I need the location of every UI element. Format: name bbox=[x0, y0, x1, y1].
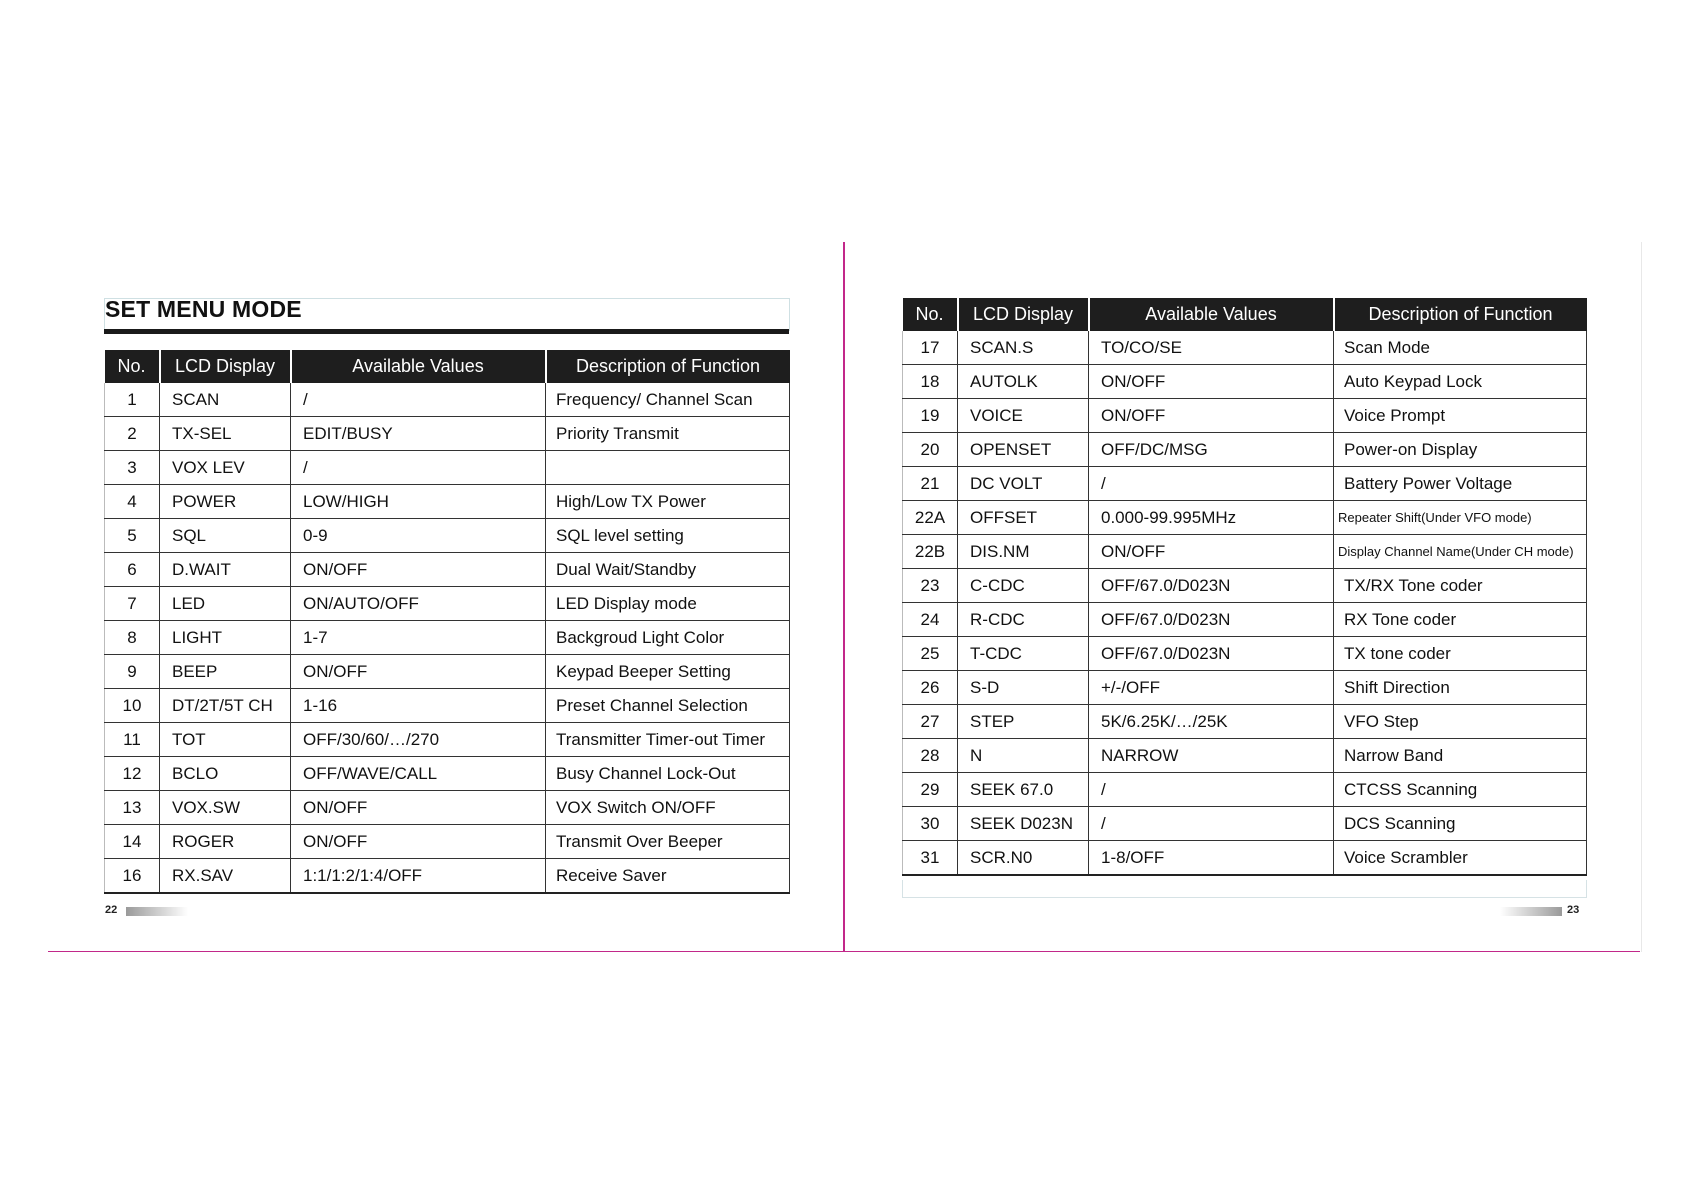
cell-available-values: / bbox=[1089, 807, 1334, 841]
table-row bbox=[903, 569, 1587, 603]
cell-lcd-display: SEEK 67.0 bbox=[958, 773, 1089, 807]
table-header-row bbox=[903, 298, 1587, 331]
cell-no: 31 bbox=[903, 841, 958, 876]
title-rule bbox=[104, 329, 789, 334]
cell-description: Backgroud Light Color bbox=[546, 621, 790, 655]
cell-available-values: / bbox=[1089, 467, 1334, 501]
cell-no: 25 bbox=[903, 637, 958, 671]
cell-lcd-display: S-D bbox=[958, 671, 1089, 705]
right-table-body bbox=[903, 331, 1587, 875]
cell-description: Voice Scrambler bbox=[1334, 841, 1587, 876]
cell-available-values: ON/AUTO/OFF bbox=[291, 587, 546, 621]
cell-available-values: ON/OFF bbox=[1089, 399, 1334, 433]
table-row bbox=[105, 451, 790, 485]
page-number-left: 22 bbox=[105, 904, 118, 916]
cell-description: LED Display mode bbox=[546, 587, 790, 621]
cell-no: 12 bbox=[105, 757, 160, 791]
cell-no: 6 bbox=[105, 553, 160, 587]
cell-no: 5 bbox=[105, 519, 160, 553]
cell-description: Keypad Beeper Setting bbox=[546, 655, 790, 689]
cell-lcd-display: BCLO bbox=[160, 757, 291, 791]
set-menu-table-right bbox=[902, 298, 1587, 876]
table-row bbox=[105, 825, 790, 859]
table-row bbox=[105, 723, 790, 757]
page-number-right: 23 bbox=[1567, 904, 1580, 916]
cell-lcd-display: SCAN bbox=[160, 383, 291, 417]
cell-no: 24 bbox=[903, 603, 958, 637]
cell-available-values: ON/OFF bbox=[291, 655, 546, 689]
cell-no: 23 bbox=[903, 569, 958, 603]
table-row bbox=[903, 637, 1587, 671]
cell-lcd-display: SQL bbox=[160, 519, 291, 553]
cell-lcd-display: BEEP bbox=[160, 655, 291, 689]
table-row bbox=[105, 519, 790, 553]
cell-lcd-display: VOICE bbox=[958, 399, 1089, 433]
table-row bbox=[105, 655, 790, 689]
cell-available-values: 1-7 bbox=[291, 621, 546, 655]
cell-description: Power-on Display bbox=[1334, 433, 1587, 467]
cell-lcd-display: STEP bbox=[958, 705, 1089, 739]
cell-lcd-display: R-CDC bbox=[958, 603, 1089, 637]
table-row bbox=[903, 467, 1587, 501]
cell-lcd-display: VOX LEV bbox=[160, 451, 291, 485]
cell-description: CTCSS Scanning bbox=[1334, 773, 1587, 807]
header-lcd-display: LCD Display bbox=[958, 298, 1089, 331]
cell-description: TX tone coder bbox=[1334, 637, 1587, 671]
cell-no: 17 bbox=[903, 331, 958, 365]
cell-lcd-display: SCR.N0 bbox=[958, 841, 1089, 876]
cell-no: 22A bbox=[903, 501, 958, 535]
table-row bbox=[105, 859, 790, 894]
cell-lcd-display: SCAN.S bbox=[958, 331, 1089, 365]
cell-available-values: ON/OFF bbox=[1089, 535, 1334, 569]
header-description: Description of Function bbox=[1334, 298, 1587, 331]
cell-available-values: ON/OFF bbox=[291, 791, 546, 825]
cell-description: Shift Direction bbox=[1334, 671, 1587, 705]
page-title: SET MENU MODE bbox=[105, 296, 302, 322]
cell-available-values: 1-16 bbox=[291, 689, 546, 723]
cell-available-values: EDIT/BUSY bbox=[291, 417, 546, 451]
left-table-body bbox=[105, 383, 790, 893]
page-number-right-bar bbox=[1500, 907, 1562, 916]
cell-description bbox=[546, 451, 790, 485]
cell-available-values: 0-9 bbox=[291, 519, 546, 553]
cell-lcd-display: LED bbox=[160, 587, 291, 621]
cell-description: Priority Transmit bbox=[546, 417, 790, 451]
header-description: Description of Function bbox=[546, 350, 790, 383]
cell-available-values: OFF/67.0/D023N bbox=[1089, 569, 1334, 603]
cell-description: RX Tone coder bbox=[1334, 603, 1587, 637]
cell-no: 14 bbox=[105, 825, 160, 859]
cell-available-values: / bbox=[1089, 773, 1334, 807]
table-row bbox=[105, 587, 790, 621]
cell-description: Frequency/ Channel Scan bbox=[546, 383, 790, 417]
cell-available-values: 0.000-99.995MHz bbox=[1089, 501, 1334, 535]
table-row bbox=[903, 705, 1587, 739]
table-row bbox=[105, 791, 790, 825]
cell-description: VFO Step bbox=[1334, 705, 1587, 739]
cell-description: Receive Saver bbox=[546, 859, 790, 894]
cell-description: Voice Prompt bbox=[1334, 399, 1587, 433]
table-row bbox=[903, 807, 1587, 841]
cell-available-values: LOW/HIGH bbox=[291, 485, 546, 519]
cell-available-values: NARROW bbox=[1089, 739, 1334, 773]
cell-available-values: / bbox=[291, 451, 546, 485]
table-row bbox=[903, 365, 1587, 399]
cell-no: 16 bbox=[105, 859, 160, 894]
cell-available-values: ON/OFF bbox=[1089, 365, 1334, 399]
cell-no: 2 bbox=[105, 417, 160, 451]
table-row bbox=[903, 841, 1587, 876]
cell-lcd-display: RX.SAV bbox=[160, 859, 291, 894]
set-menu-table-left bbox=[104, 350, 790, 894]
cell-description: DCS Scanning bbox=[1334, 807, 1587, 841]
header-no: No. bbox=[105, 350, 160, 383]
cell-description: Dual Wait/Standby bbox=[546, 553, 790, 587]
cell-lcd-display: T-CDC bbox=[958, 637, 1089, 671]
cell-lcd-display: VOX.SW bbox=[160, 791, 291, 825]
table-row bbox=[903, 603, 1587, 637]
cell-available-values: 1-8/OFF bbox=[1089, 841, 1334, 876]
table-row bbox=[903, 399, 1587, 433]
cell-description: SQL level setting bbox=[546, 519, 790, 553]
cell-lcd-display: OFFSET bbox=[958, 501, 1089, 535]
right-table-footer-box bbox=[902, 880, 1587, 898]
cell-description: Scan Mode bbox=[1334, 331, 1587, 365]
cell-no: 18 bbox=[903, 365, 958, 399]
table-row bbox=[105, 417, 790, 451]
table-row bbox=[903, 331, 1587, 365]
cell-available-values: OFF/WAVE/CALL bbox=[291, 757, 546, 791]
cell-description: High/Low TX Power bbox=[546, 485, 790, 519]
table-row bbox=[903, 535, 1587, 569]
table-row bbox=[105, 621, 790, 655]
cell-available-values: +/-/OFF bbox=[1089, 671, 1334, 705]
cell-no: 30 bbox=[903, 807, 958, 841]
header-no: No. bbox=[903, 298, 958, 331]
cell-lcd-display: DT/2T/5T CH bbox=[160, 689, 291, 723]
cell-lcd-display: DC VOLT bbox=[958, 467, 1089, 501]
cell-no: 29 bbox=[903, 773, 958, 807]
cell-lcd-display: AUTOLK bbox=[958, 365, 1089, 399]
cell-description: Transmitter Timer-out Timer bbox=[546, 723, 790, 757]
cell-no: 20 bbox=[903, 433, 958, 467]
cell-available-values: 1:1/1:2/1:4/OFF bbox=[291, 859, 546, 894]
table-row bbox=[105, 757, 790, 791]
table-row bbox=[903, 501, 1587, 535]
header-available-values: Available Values bbox=[291, 350, 546, 383]
cell-no: 22B bbox=[903, 535, 958, 569]
cell-no: 28 bbox=[903, 739, 958, 773]
cell-lcd-display: LIGHT bbox=[160, 621, 291, 655]
cell-no: 10 bbox=[105, 689, 160, 723]
cell-description: Transmit Over Beeper bbox=[546, 825, 790, 859]
cell-no: 8 bbox=[105, 621, 160, 655]
header-lcd-display: LCD Display bbox=[160, 350, 291, 383]
page-number-left-bar bbox=[126, 907, 188, 916]
table-row bbox=[105, 383, 790, 417]
table-row bbox=[903, 773, 1587, 807]
cell-description: Preset Channel Selection bbox=[546, 689, 790, 723]
cell-lcd-display: D.WAIT bbox=[160, 553, 291, 587]
cell-description: Display Channel Name(Under CH mode) bbox=[1334, 535, 1587, 569]
cell-no: 27 bbox=[903, 705, 958, 739]
cell-available-values: ON/OFF bbox=[291, 553, 546, 587]
cell-lcd-display: POWER bbox=[160, 485, 291, 519]
cell-available-values: OFF/67.0/D023N bbox=[1089, 603, 1334, 637]
cell-no: 11 bbox=[105, 723, 160, 757]
header-available-values: Available Values bbox=[1089, 298, 1334, 331]
cell-description: VOX Switch ON/OFF bbox=[546, 791, 790, 825]
cell-available-values: 5K/6.25K/…/25K bbox=[1089, 705, 1334, 739]
cell-no: 26 bbox=[903, 671, 958, 705]
cell-available-values: OFF/DC/MSG bbox=[1089, 433, 1334, 467]
cell-no: 4 bbox=[105, 485, 160, 519]
cell-lcd-display: N bbox=[958, 739, 1089, 773]
cell-lcd-display: OPENSET bbox=[958, 433, 1089, 467]
cell-lcd-display: C-CDC bbox=[958, 569, 1089, 603]
cell-no: 9 bbox=[105, 655, 160, 689]
table-row bbox=[105, 485, 790, 519]
table-row bbox=[105, 689, 790, 723]
cell-description: Busy Channel Lock-Out bbox=[546, 757, 790, 791]
cell-no: 1 bbox=[105, 383, 160, 417]
cell-lcd-display: DIS.NM bbox=[958, 535, 1089, 569]
cell-available-values: ON/OFF bbox=[291, 825, 546, 859]
table-row bbox=[903, 671, 1587, 705]
table-row bbox=[903, 433, 1587, 467]
cell-description: TX/RX Tone coder bbox=[1334, 569, 1587, 603]
cell-no: 7 bbox=[105, 587, 160, 621]
cell-available-values: TO/CO/SE bbox=[1089, 331, 1334, 365]
table-header-row bbox=[105, 350, 790, 383]
cell-no: 21 bbox=[903, 467, 958, 501]
cell-lcd-display: TX-SEL bbox=[160, 417, 291, 451]
cell-description: Battery Power Voltage bbox=[1334, 467, 1587, 501]
table-row bbox=[105, 553, 790, 587]
cell-description: Repeater Shift(Under VFO mode) bbox=[1334, 501, 1587, 535]
cell-available-values: OFF/67.0/D023N bbox=[1089, 637, 1334, 671]
cell-available-values: / bbox=[291, 383, 546, 417]
cell-available-values: OFF/30/60/…/270 bbox=[291, 723, 546, 757]
cell-lcd-display: TOT bbox=[160, 723, 291, 757]
cell-no: 3 bbox=[105, 451, 160, 485]
cell-lcd-display: ROGER bbox=[160, 825, 291, 859]
cell-no: 13 bbox=[105, 791, 160, 825]
cell-lcd-display: SEEK D023N bbox=[958, 807, 1089, 841]
cell-description: Auto Keypad Lock bbox=[1334, 365, 1587, 399]
cell-description: Narrow Band bbox=[1334, 739, 1587, 773]
table-row bbox=[903, 739, 1587, 773]
cell-no: 19 bbox=[903, 399, 958, 433]
